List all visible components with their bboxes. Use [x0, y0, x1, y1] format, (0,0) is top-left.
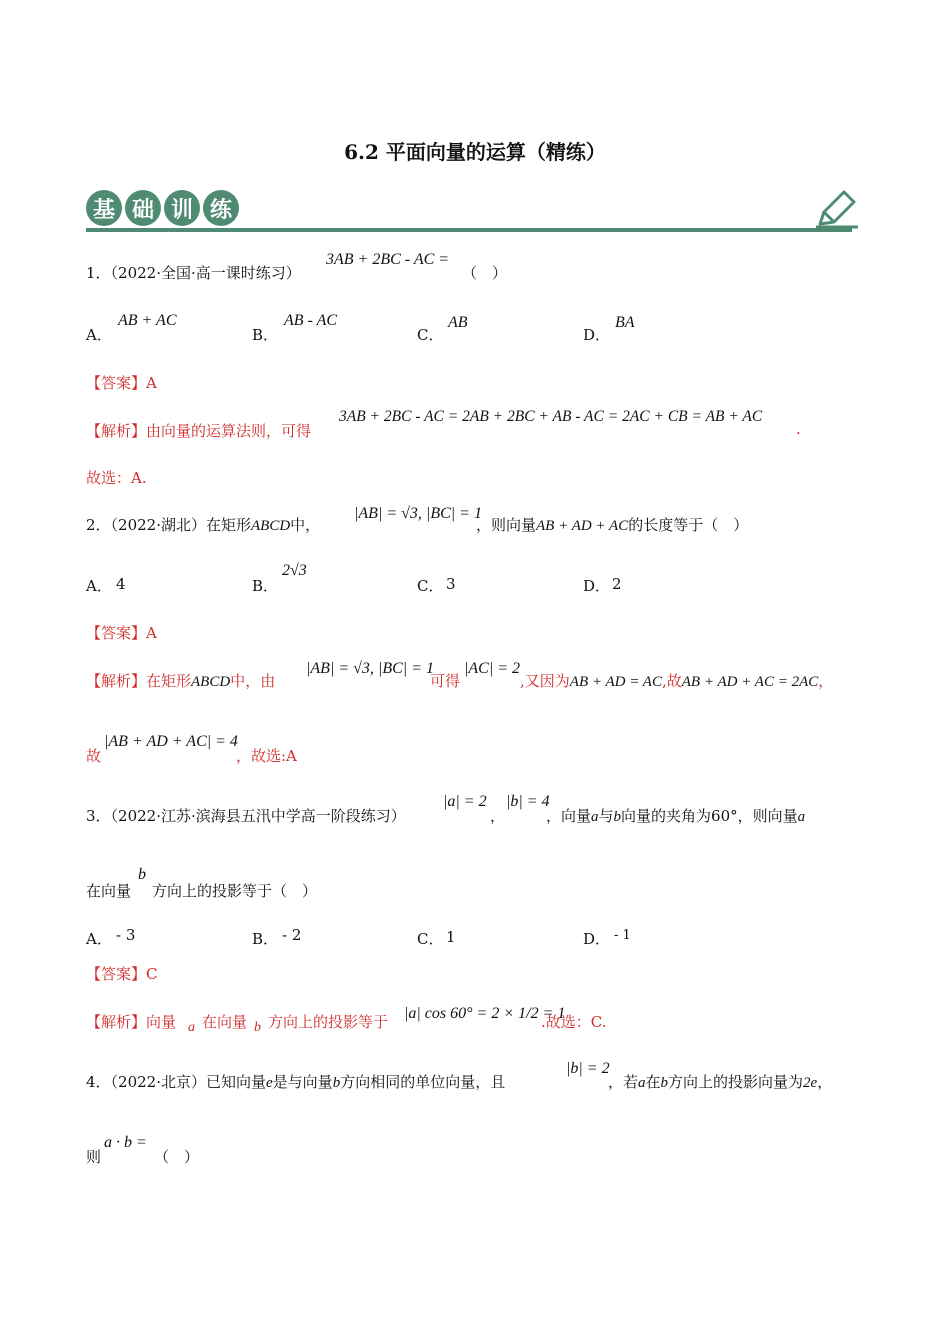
q3-a3: 方向上的投影等于: [268, 1013, 389, 1031]
q2-a6: AB + AD = AC: [569, 674, 662, 690]
q3-a4: |a| cos 60° = 2 × 1/2 = 1: [404, 1005, 566, 1022]
q3-option-d: - 1: [614, 928, 631, 943]
q4-s3: 方向相同的单位向量，且: [340, 1073, 506, 1091]
q2-option-a-label: A．: [86, 577, 112, 595]
q3-a5: .故选：C.: [541, 1013, 607, 1031]
badge-chu: 础: [125, 190, 161, 226]
badge-lian: 练: [203, 190, 239, 226]
q2-stem-text-2: 中，: [290, 516, 321, 534]
page-title: 6.2 平面向量的运算（精练）: [344, 140, 606, 164]
q2-option-b-label: B．: [252, 577, 279, 595]
q3-cond-a: |a| = 2: [443, 793, 487, 810]
q4-vb: b: [332, 1075, 341, 1091]
q3-sep: ，: [490, 807, 506, 825]
q3-angle: 60°: [711, 807, 738, 825]
q1-analysis-prefix: 【解析】由向量的运算法则，可得: [86, 422, 312, 440]
q1-option-d-label: D．: [583, 326, 611, 344]
q4-line1: [86, 1071, 505, 1092]
q2-a1: 【解析】在矩形: [86, 672, 192, 690]
q2-stem-3: [476, 514, 748, 535]
q2-stem-text-3: ，则向量: [476, 516, 537, 534]
q2-a1-rect: ABCD: [191, 674, 231, 690]
q3-stem-rest: [546, 805, 805, 826]
q2-option-c-label: C．: [417, 577, 444, 595]
section-divider: [86, 228, 852, 232]
q2-condition: |AB| = √3, |BC| = 1: [354, 505, 482, 522]
q2-vector: AB + AD + AC: [536, 518, 629, 534]
q3-option-a: - 3: [116, 926, 136, 944]
q3-cond-b: |b| = 4: [506, 793, 550, 810]
q4-paren: （ ）: [154, 1148, 200, 1166]
q1-option-b: AB - AC: [284, 312, 338, 329]
section-badges: [86, 190, 239, 226]
q3-vb: b: [613, 809, 622, 825]
q3-a-sub: a: [188, 1020, 195, 1035]
q1-conclusion: 故选：A.: [86, 469, 147, 487]
q4-cond: |b| = 2: [566, 1060, 610, 1077]
q4-s2: 是与向量: [272, 1073, 333, 1091]
q2-option-d-label: D．: [583, 577, 611, 595]
q2-option-d: 2: [612, 575, 622, 593]
q3-b-sub: b: [254, 1020, 261, 1035]
q3-c4: ，向量: [546, 807, 592, 825]
q3-option-c: 1: [446, 928, 456, 946]
q2-a3: 可得: [430, 672, 461, 690]
q3-option-b: - 2: [282, 926, 302, 944]
q3-a2: 在向量: [202, 1013, 248, 1031]
q2-stem-text: 2．（2022·湖北）在矩形: [86, 516, 251, 534]
q4-s4: ，若: [608, 1073, 639, 1091]
q1-option-c: AB: [448, 314, 468, 331]
q1-expression: 3AB + 2BC - AC =: [326, 251, 450, 268]
q1-stem: 1．（2022·全国·高一课时练习）: [86, 264, 301, 282]
q2-option-b: 2√3: [282, 562, 307, 579]
q2-a4: |AC| = 2: [464, 660, 521, 677]
q2-option-c: 3: [446, 575, 456, 593]
q4-s7: ，: [817, 1073, 833, 1091]
q3-answer: 【答案】C: [86, 965, 158, 983]
q4-proj: 2e: [803, 1075, 818, 1091]
q3-stem: 3．（2022·江苏·滨海县五汛中学高一阶段练习）: [86, 807, 406, 825]
q4-ve: e: [266, 1075, 273, 1091]
q1-paren: （ ）: [462, 264, 508, 282]
q1-analysis-end: .: [796, 420, 801, 438]
pencil-icon: [814, 186, 860, 230]
q3-option-a-label: A．: [86, 930, 112, 948]
q3-a1: 【解析】向量: [86, 1013, 177, 1031]
q1-option-a: AB + AC: [118, 312, 177, 329]
q2-answer: 【答案】A: [86, 624, 157, 642]
q4-line1b: [608, 1071, 832, 1092]
badge-ji: 基: [86, 190, 122, 226]
q2-stem: [86, 514, 320, 535]
q2-a8: AB + AD + AC = 2AC: [681, 674, 819, 690]
q4-line2: 则: [86, 1148, 102, 1166]
q3-option-d-label: D．: [583, 930, 611, 948]
q2-option-a: 4: [116, 575, 126, 593]
q3-option-b-label: B．: [252, 930, 279, 948]
q2-b2: |AB + AD + AC| = 4: [104, 733, 238, 750]
q3-c6: 向量的夹角为: [621, 807, 712, 825]
q2-a2: |AB| = √3, |BC| = 1: [306, 660, 434, 677]
q3-va2: a: [797, 809, 806, 825]
q4-vb2: b: [660, 1075, 669, 1091]
q1-answer: 【答案】A: [86, 374, 157, 392]
q2-b1: 故: [86, 747, 102, 765]
q2-a7: ,故: [661, 672, 682, 690]
q2-b3: ，故选:A: [236, 747, 297, 765]
q3-c7: ，则向量: [737, 807, 798, 825]
q1-option-c-label: C．: [417, 326, 444, 344]
q2-a5: ,又因为: [520, 672, 570, 690]
q2-analysis-line1: [86, 670, 275, 691]
q4-s1: 4．（2022·北京）已知向量: [86, 1073, 266, 1091]
q2-rect-name: ABCD: [251, 518, 291, 534]
q4-va: a: [638, 1075, 646, 1091]
q3-line2a: 在向量: [86, 882, 132, 900]
q4-s5: 在: [645, 1073, 661, 1091]
q1-option-b-label: B．: [252, 326, 279, 344]
q2-a1b: 中，由: [230, 672, 276, 690]
q1-option-d: BA: [615, 314, 635, 331]
q3-option-c-label: C．: [417, 930, 444, 948]
badge-xun: 训: [164, 190, 200, 226]
q3-c5: 与: [598, 807, 614, 825]
q2-a9: ，: [818, 672, 834, 690]
q3-line2b: 方向上的投影等于（ ）: [152, 882, 318, 900]
q1-option-a-label: A．: [86, 326, 112, 344]
q3-va: a: [591, 809, 599, 825]
q2-stem-text-4: 的长度等于（ ）: [628, 516, 749, 534]
q4-dot: a · b =: [104, 1134, 147, 1151]
q1-analysis-expression: 3AB + 2BC - AC = 2AB + 2BC + AB - AC = 2AC + CB = AB + AC: [339, 408, 763, 425]
q2-analysis-line1b: [520, 670, 833, 691]
q4-s6: 方向上的投影向量为: [668, 1073, 804, 1091]
q3-vb2: b: [138, 866, 146, 883]
